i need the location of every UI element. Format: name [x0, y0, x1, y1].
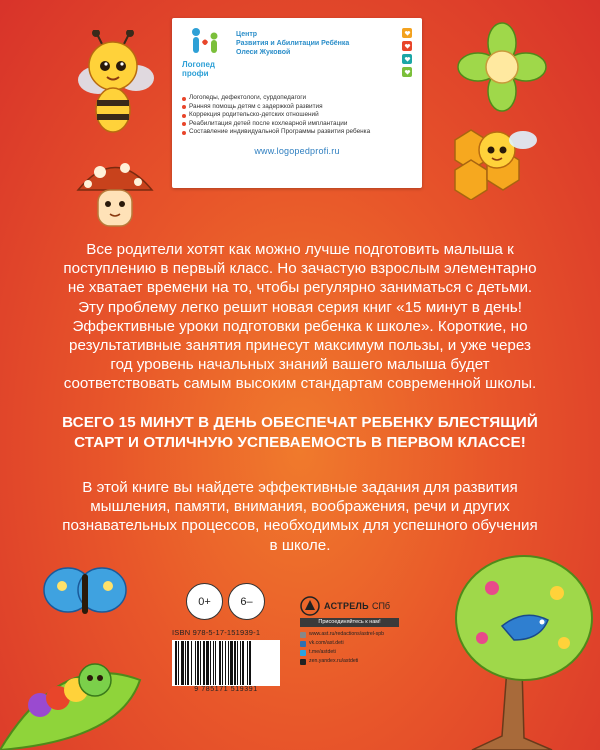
isbn-text: ISBN 978-5-17-151939-1	[172, 628, 261, 637]
center-line-1: Центр	[236, 31, 258, 38]
join-us-banner: Присоединяйтесь к нам!	[300, 618, 399, 627]
service-item: Коррекция родительско-детских отношений	[182, 111, 412, 120]
barcode-icon	[172, 640, 280, 686]
bee-illustration	[70, 30, 160, 140]
center-website-link[interactable]: www.logopedprofi.ru	[254, 145, 340, 156]
age-rating-badge: 6–	[228, 583, 265, 620]
publisher-links	[300, 630, 384, 666]
butterfly-illustration	[40, 560, 130, 640]
globe-icon	[300, 632, 306, 638]
publisher-city: СПб	[371, 601, 391, 611]
astrel-logo-icon	[300, 596, 320, 616]
service-item: Ранняя помощь детям с задержкой развития	[182, 103, 412, 112]
link-text: www.ast.ru/redactions/astrel-spb	[309, 631, 384, 637]
zen-icon	[300, 659, 306, 665]
headline-callout: ВСЕГО 15 МИНУТ В ДЕНЬ ОБЕСПЕЧАТ РЕБЕНКУ БЛЕСТЯЩИЙ СТАРТ И ОТЛИЧНУЮ УСПЕВАЕМОСТЬ В ПЕРВОМ КЛАССЕ!	[62, 414, 538, 451]
link-text: t.me/astdeti	[309, 649, 336, 655]
link-text: vk.com/ast.deti	[309, 640, 344, 646]
heart-badge-icon	[402, 41, 412, 51]
mushroom-illustration	[70, 150, 160, 230]
publisher-link-item[interactable]	[300, 657, 384, 666]
center-line-2: Развития и Абилитации Ребёнка	[236, 40, 350, 47]
heart-badge-icon	[402, 54, 412, 64]
link-text: zen.yandex.ru/astdeti	[309, 658, 359, 664]
service-item: Реабилитация детей после кохлеарной имплантации	[182, 120, 412, 129]
intro-paragraph: Все родители хотят как можно лучше подготовить малыша к поступлению в первый класс. Но зачастую взрослым элементарно не хватает времени на то, чтобы регулярно заниматься с детьми. Эту проблему легко решит новая серия книг «15 минут в день! Эффективные уроки подготовки ребенка к школе». Короткие, но результативные занятия принесут максимум пользы, и уже через год уровень начальных знаний вашего малыша будет соответствовать самым высоким стандартам современной школы.	[63, 241, 537, 393]
caterpillar-leaf-illustration	[0, 630, 150, 750]
publisher-link-item[interactable]	[300, 648, 384, 657]
service-item: Составление индивидуальной Программы развития ребенка	[182, 128, 412, 137]
services-list	[182, 94, 412, 137]
publisher-link-item[interactable]	[300, 630, 384, 639]
logo-text: Логопед профи	[182, 60, 215, 78]
logopedprofi-logo	[182, 26, 226, 86]
family-logo-icon	[188, 26, 224, 58]
publisher-brand	[300, 596, 390, 616]
vk-icon	[300, 641, 306, 647]
heart-badge-icon	[402, 67, 412, 77]
honeycomb-bee-illustration	[435, 120, 545, 200]
tree-illustration	[452, 548, 600, 750]
heart-badge-icon	[402, 28, 412, 38]
flower-illustration	[455, 20, 550, 115]
center-line-3: Олеси Жуковой	[236, 49, 291, 56]
barcode-number: 9 785171 519391	[194, 686, 258, 693]
publisher-name: АСТРЕЛЬ	[324, 601, 369, 611]
service-item: Логопеды, дефектологи, сурдопедагоги	[182, 94, 412, 103]
center-name	[236, 30, 349, 57]
center-info-card	[172, 18, 422, 188]
book-description-paragraph: В этой книге вы найдете эффективные задания для развития мышления, памяти, внимания, воображения, речи и других познавательных процессов, необходимых для успешного обучения в школе.	[62, 479, 538, 554]
age-rating-badge: 0+	[186, 583, 223, 620]
telegram-icon	[300, 650, 306, 656]
publisher-link-item[interactable]	[300, 639, 384, 648]
badge-column	[402, 28, 412, 77]
